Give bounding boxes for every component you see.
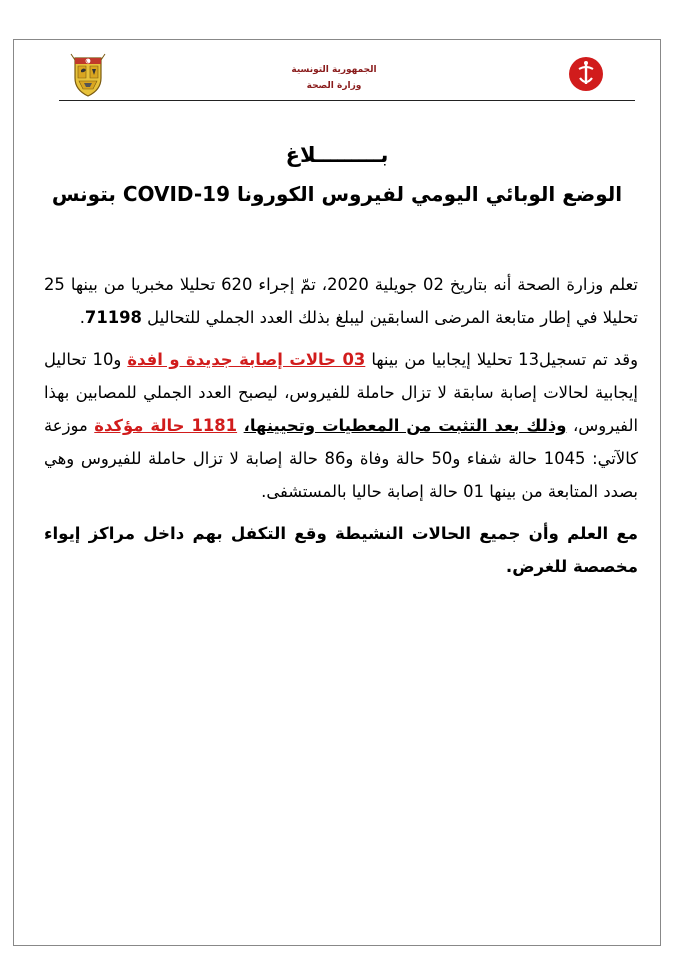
paragraph-active-cases: مع العلم وأن جميع الحالات النشيطة وقع التكفل بهم داخل مراكز إيواء مخصصة للغرض. (44, 524, 638, 576)
cases-mid: و10 تحاليل إيجابية لحالات إصابة سابقة لا تزال حاملة للفيروس، ليصبح العدد الجملي للمصابين بهذا الفيروس، (44, 350, 638, 435)
header-divider (59, 100, 635, 101)
cases-intro: وقد تم تسجيل13 تحليلا إيجابيا من بينها (371, 350, 638, 369)
tests-period: . (79, 308, 85, 327)
verification-note: وذلك بعد التثبت من المعطيات وتحيينها، (243, 416, 567, 435)
confirmed-cases-total: 1181 حالة مؤكدة (94, 416, 238, 435)
paragraph-cases (44, 343, 638, 508)
cases-breakdown: موزعة كالآتي: 1045 حالة شفاء و50 حالة وفاة و86 حالة إصابة لا تزال حاملة للفيروس وهي بصدد المتابعة من بينها 01 حالة إصابة حاليا بالمستشفى. (44, 416, 639, 501)
republic-name: الجمهورية التونسية (291, 65, 377, 75)
notice-body (44, 268, 638, 592)
notice-label: بـــــــــلاغ (285, 143, 389, 167)
tests-text: تعلم وزارة الصحة أنه بتاريخ 02 جويلية 2020، تمّ إجراء 620 تحليلا مخبريا من بينها 25 تحليلا في إطار متابعة المرضى السابقين ليبلغ بذلك العدد الجملي للتحاليل (44, 275, 638, 327)
document-page (13, 39, 661, 946)
total-tests-value: 71198 (84, 308, 142, 327)
new-imported-cases: 03 حالات إصابة جديدة و افدة (127, 350, 366, 369)
paragraph-tests (44, 268, 638, 334)
heading-latin: COVID-19 (122, 182, 231, 206)
tunisia-coat-of-arms-icon (69, 52, 107, 98)
letterhead-text (214, 62, 454, 94)
ministry-of-health-logo-icon (568, 56, 604, 92)
notice-heading (14, 182, 660, 206)
heading-prefix: الوضع الوبائي اليومي لفيروس الكورونا (236, 182, 623, 206)
letterhead (14, 40, 660, 104)
ministry-name: وزارة الصحة (306, 81, 362, 91)
heading-suffix: بتونس (51, 182, 116, 206)
